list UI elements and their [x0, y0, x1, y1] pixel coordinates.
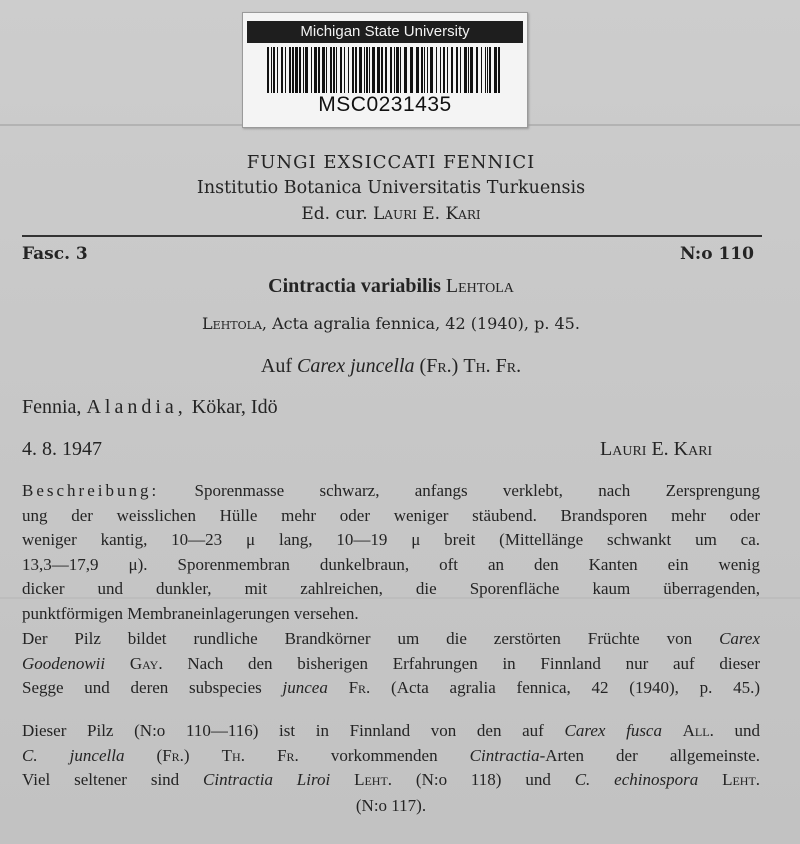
host-prefix: Auf — [260, 355, 292, 377]
specimen-number: N:o 110 — [680, 244, 754, 264]
collection-date: 4. 8. 1947 — [22, 438, 102, 460]
note-line-3-species-1: Cintractia Liroi — [203, 770, 331, 789]
description-block — [22, 479, 760, 626]
host-author-2: Th. Fr. — [463, 355, 522, 377]
para2-line-1-genus: Carex — [719, 629, 760, 648]
para2-line-3-citation: (Acta agralia fennica, 42 (1940), p. 45.) — [391, 678, 761, 697]
description-line-1 — [22, 479, 760, 504]
citation-author: Lehtola, — [202, 314, 267, 333]
para2-line-2-text: Nach den bisherigen Erfahrungen in Finnland nur auf dieser — [187, 653, 760, 673]
locality-country: Fennia, — [22, 396, 82, 418]
note-line-2-author-1: (Fr.) — [156, 745, 190, 765]
note-line-2-end: -Arten der allgemeinste. — [539, 745, 760, 765]
note-line-3 — [22, 768, 760, 793]
para2-line-2-author: Gay. — [129, 653, 163, 673]
note-line-1-text: Dieser Pilz (N:o 110—116) ist in Finnland von den auf — [22, 721, 544, 740]
note-line-1-species: Carex fusca — [564, 721, 662, 740]
note-block — [22, 719, 760, 793]
series-title: FUNGI EXSICCATI FENNICI — [246, 152, 536, 173]
note-line-2-text: vorkommenden — [330, 745, 438, 765]
locality-place: Kökar, Idö — [191, 396, 278, 418]
note-line-3-author-2: Leht. — [722, 770, 761, 789]
barcode-label — [242, 12, 528, 128]
barcode-icon — [265, 47, 505, 97]
note-line-2-genus: Cintractia — [469, 745, 540, 765]
para2-line-1-text: Der Pilz bildet rundliche Brandkörner um die zerstörten Früchte von — [22, 629, 693, 648]
description-line-4: 13,3—17,9 μ). Sporenmembran dunkelbraun, oft an den Kanten ein wenig — [22, 554, 760, 574]
species-name — [0, 275, 782, 298]
description-line-1-text: Sporenmasse schwarz, anfangs verklebt, nach Zersprengung — [159, 481, 760, 500]
header-rule — [22, 235, 762, 237]
fascicle-label: Fasc. 3 — [22, 244, 88, 264]
editor-line — [0, 204, 782, 224]
description-line-2: ung der weisslichen Hülle mehr oder weniger stäubend. Brandsporen mehr oder — [22, 505, 760, 525]
note-line-2-author-2: Th. Fr. — [221, 745, 299, 765]
species-author: Lehtola — [445, 275, 514, 297]
para2-line-3 — [22, 676, 760, 701]
editor-name: Lauri E. Kari — [373, 204, 481, 224]
para2-line-2 — [22, 652, 760, 677]
editor-prefix: Ed. cur. — [301, 204, 368, 224]
note-line-2 — [22, 744, 760, 769]
species-binomial: Cintractia variabilis — [268, 275, 441, 297]
note-line-4: (N:o 117). — [355, 796, 427, 815]
locality-province: Alandia, — [86, 396, 187, 418]
para2-line-3-subspecies: juncea — [282, 678, 328, 697]
note-line-3-species-2: C. echinospora — [574, 770, 699, 789]
barcode-institution: Michigan State University — [247, 21, 523, 43]
citation-source: Acta agralia fennica, 42 (1940), p. 45. — [272, 314, 580, 333]
description-line-5: dicker und dunkler, mit zahlreichen, die Sporenfläche kaum überragenden, — [22, 579, 760, 598]
note-line-1-end: und — [734, 721, 761, 740]
locality-line — [22, 396, 278, 419]
description-line-3: weniger kantig, 10—23 μ lang, 10—19 μ breit (Mittellänge schwankt um ca. — [22, 530, 760, 549]
host-author-1: (Fr.) — [419, 355, 459, 377]
description-heading: Beschreibung: — [22, 481, 160, 500]
institution-line: Institutio Botanica Universitatis Turkuensis — [196, 178, 586, 198]
note-line-3-middle: (N:o 118) und — [415, 770, 551, 789]
citation-line — [0, 314, 782, 333]
para2-line-3-author: Fr. — [348, 678, 371, 697]
note-line-2-species: C. juncella — [22, 745, 125, 765]
barcode-number: MSC0231435 — [318, 93, 452, 116]
host-species: Carex juncella — [296, 355, 415, 377]
para2-line-2-species: Goodenowii — [22, 653, 106, 673]
note-line-3-author-1: Leht. — [354, 770, 393, 789]
description-line-6: punktförmigen Membraneinlagerungen versehen. — [22, 603, 359, 623]
collector-name: Lauri E. Karı — [600, 438, 713, 460]
note-line-1 — [22, 719, 760, 744]
host-line — [0, 355, 782, 378]
note-line-3-text: Viel seltener sind — [22, 770, 180, 789]
note-line-1-author: All. — [682, 721, 714, 740]
description-paragraph-2 — [22, 627, 760, 701]
para2-line-1 — [22, 627, 760, 652]
para2-line-3-text: Segge und deren subspecies — [22, 678, 262, 697]
